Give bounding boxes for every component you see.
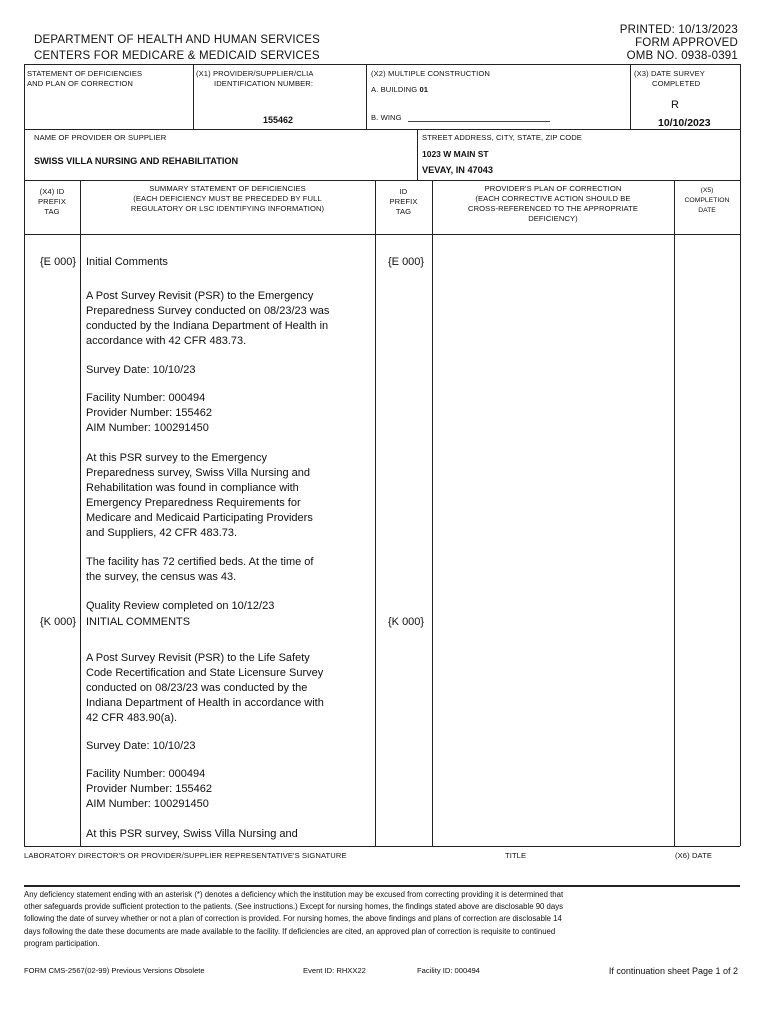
summary-header: SUMMARY STATEMENT OF DEFICIENCIES (EACH DEFICIENCY MUST BE PRECEDED BY FULL REGULATORY OR LSC IDENTIFYING INFORMATION) xyxy=(130,184,325,213)
facility-id: Facility ID: 000494 xyxy=(417,966,480,975)
paragraph-initial-comments: Initial Comments xyxy=(86,256,168,268)
x4-header: (X4) ID PREFIX TAG xyxy=(37,187,67,216)
wing-label: B. WING xyxy=(371,113,402,122)
building-value: 01 xyxy=(419,85,429,94)
paragraph-survey-date-2: Survey Date: 10/10/23 xyxy=(86,740,196,752)
x2-label: (X2) MULTIPLE CONSTRUCTION xyxy=(371,69,490,78)
plan-header: PROVIDER'S PLAN OF CORRECTION (EACH CORRECTIVE ACTION SHOULD BE CROSS-REFERENCED TO THE APPROPRIATE DEFICIENCY) xyxy=(467,184,639,223)
id-tag-e: {E 000} xyxy=(388,256,425,268)
paragraph-psr-life-safety: A Post Survey Revisit (PSR) to the Life Safety Code Recertification and State Licensure Survey conducted on 08/23/23 was conducted by the Indiana Department of Health in accordance with 42 CFR 483.90(a). xyxy=(86,652,324,724)
paragraph-compliance-life-safety: At this PSR survey, Swiss Villa Nursing and xyxy=(86,828,298,840)
omb-number: OMB NO. 0938-0391 xyxy=(626,50,738,62)
continuation-page: If continuation sheet Page 1 of 2 xyxy=(608,966,738,976)
paragraph-facility-info-1: Facility Number: 000494 Provider Number: 155462 AIM Number: 100291450 xyxy=(86,392,212,434)
building-label: A. BUILDING xyxy=(371,85,418,94)
border-left xyxy=(24,64,25,846)
address-label: STREET ADDRESS, CITY, STATE, ZIP CODE xyxy=(422,133,582,142)
prefix-tag-e: {E 000} xyxy=(40,256,77,268)
divider-address xyxy=(417,129,418,180)
title-label: TITLE xyxy=(505,851,527,860)
provider-name-label: NAME OF PROVIDER OR SUPPLIER xyxy=(34,133,167,142)
department-name: DEPARTMENT OF HEALTH AND HUMAN SERVICES xyxy=(34,34,320,46)
address-street: 1023 W MAIN ST xyxy=(422,149,489,159)
disclosure-note: Any deficiency statement ending with an asterisk (*) denotes a deficiency which the institution may be excused from correcting providing it is determined that other safeguards provide sufficient protection to the patients. (See instructions.) Except for nursing homes, the findings stated above are disclosable 90 days following the date of survey whether or not a plan of correction is provided. For nursing homes, the above findings and plans of correction are disclosable 14 days following the date these documents are made available to the facility. If deficiencies are cited, an approved plan of correction is requisite to continued program participation. xyxy=(24,890,564,948)
x5-header: (X5) COMPLETION DATE xyxy=(684,187,730,214)
paragraph-facility-info-2: Facility Number: 000494 Provider Number: 155462 AIM Number: 100291450 xyxy=(86,768,212,810)
rule-info xyxy=(24,129,740,130)
prefix-tag-k: {K 000} xyxy=(40,616,77,628)
x1-label-2: IDENTIFICATION NUMBER: xyxy=(214,79,314,88)
provider-name: SWISS VILLA NURSING AND REHABILITATION xyxy=(34,156,239,166)
statement-label: STATEMENT OF DEFICIENCIES xyxy=(27,69,143,78)
divider-col-plan xyxy=(674,180,675,846)
border-right xyxy=(740,64,741,846)
x3-label-2: COMPLETED xyxy=(652,79,701,88)
rule-columns xyxy=(24,234,740,235)
printed-date: PRINTED: 10/13/2023 xyxy=(619,24,738,36)
x3-label: (X3) DATE SURVEY xyxy=(634,69,705,78)
rule-signature-bottom xyxy=(24,885,740,887)
divider-col-summary xyxy=(375,180,376,846)
paragraph-census: The facility has 72 certified beds. At the time of the survey, the census was 43. xyxy=(86,556,314,583)
id-tag-k: {K 000} xyxy=(388,616,425,628)
paragraph-compliance-emergency: At this PSR survey to the Emergency Preparedness survey, Swiss Villa Nursing and Rehabilitation was found in compliance with Emergency Preparedness Requirements for Medicare and Medicaid Participating Providers and Suppliers, 42 CFR 483.73. xyxy=(86,452,313,539)
date-label: (X6) DATE xyxy=(675,851,713,860)
divider-x3 xyxy=(630,64,631,129)
address-city: VEVAY, IN 47043 xyxy=(422,165,493,175)
divider-x2 xyxy=(366,64,367,129)
paragraph-quality-review: Quality Review completed on 10/12/23 xyxy=(86,600,275,612)
x3-code: R xyxy=(671,99,679,111)
x1-value: 155462 xyxy=(263,115,294,125)
x3-date: 10/10/2023 xyxy=(658,117,711,129)
building-row xyxy=(371,85,428,95)
rule-top xyxy=(24,64,740,65)
paragraph-survey-date-1: Survey Date: 10/10/23 xyxy=(86,364,196,376)
agency-name: CENTERS FOR MEDICARE & MEDICAID SERVICES xyxy=(34,50,320,62)
id-header: ID PREFIX TAG xyxy=(389,187,418,216)
divider-col-tag xyxy=(80,180,81,846)
paragraph-initial-comments-k: INITIAL COMMENTS xyxy=(86,616,191,628)
wing-underline xyxy=(408,121,550,122)
divider-col-id xyxy=(432,180,433,846)
divider-x1 xyxy=(193,64,194,129)
wing-row xyxy=(371,113,402,123)
form-number: FORM CMS-2567(02-99) Previous Versions Obsolete xyxy=(24,966,205,975)
statement-label-2: AND PLAN OF CORRECTION xyxy=(27,79,133,88)
event-id: Event ID: RHXX22 xyxy=(303,966,366,975)
x1-label: (X1) PROVIDER/SUPPLIER/CLIA xyxy=(196,69,314,78)
paragraph-psr-emergency: A Post Survey Revisit (PSR) to the Emergency Preparedness Survey conducted on 08/23/23 was conducted by the Indiana Department of Health in accordance with 42 CFR 483.73. xyxy=(86,290,330,347)
rule-provider xyxy=(24,180,740,181)
form-approved: FORM APPROVED xyxy=(635,37,738,49)
rule-body-bottom xyxy=(24,846,740,847)
signature-label: LABORATORY DIRECTOR'S OR PROVIDER/SUPPLIER REPRESENTATIVE'S SIGNATURE xyxy=(24,851,347,860)
